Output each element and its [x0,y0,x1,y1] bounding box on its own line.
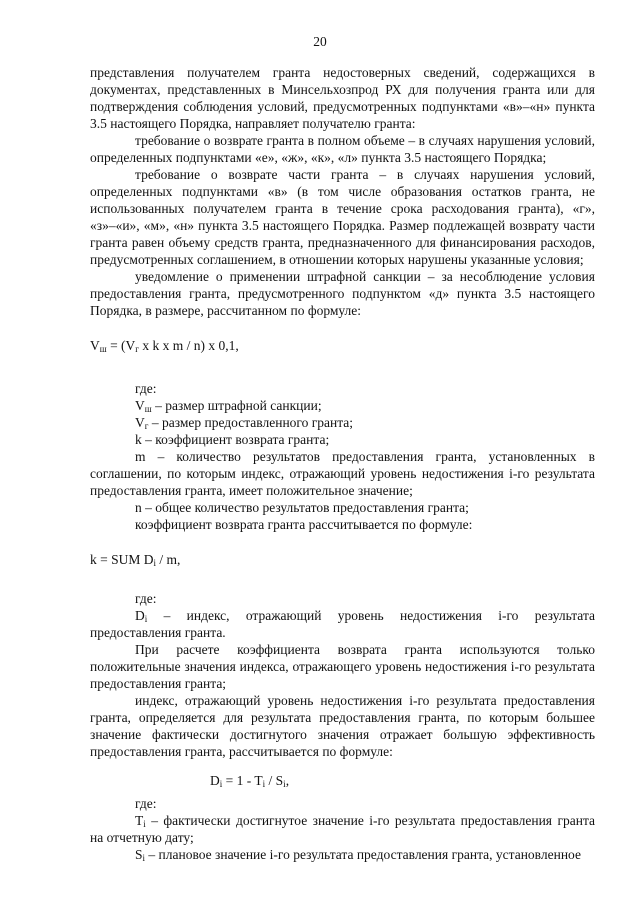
formula-coefficient [90,551,595,568]
formula-subscript: ш [144,404,152,414]
definition-vsh [90,397,595,414]
definition-vg [90,414,595,431]
document-body [90,64,595,863]
formula-subscript: г [135,344,139,354]
formula-subscript: i [219,779,223,789]
formula-subscript: i [262,779,266,789]
formula-subscript: i [283,779,286,789]
formula-part: = (V [106,338,136,353]
formula-index [90,772,595,789]
paragraph: При расчете коэффициента возврата гранта используются только положительные значения индекса, отражающего уровень недостижения i-го результата предоставления гранта; [90,642,595,691]
definition-text: – размер штрафной санкции; [151,398,322,413]
formula-subscript: г [144,421,149,431]
page-number: 20 [313,34,327,49]
formula-subscript: i [143,819,146,829]
definition-si [90,846,595,863]
formula-part: / S [265,773,284,788]
definition-text: – плановое значение i-го результата предоставления гранта, установленное [145,847,581,862]
formula-subscript: i [153,558,157,568]
formula-symbol: V [135,415,145,430]
definition-text: – индекс, отражающий уровень недостижения i-го результата предоставления гранта. [90,608,595,640]
formula-part: / m, [156,552,181,567]
formula-subscript: i [144,614,148,624]
formula-symbol: V [135,398,145,413]
formula-symbol: D [210,773,220,788]
paragraph: уведомление о применении штрафной санкции – за несоблюдение условия предоставления гранта, предусмотренного подпунктом «д» пункта 3.5 настоящего Порядка, в размере, рассчитанном по формуле: [90,269,595,318]
formula-symbol: D [135,608,145,623]
where-label: где: [135,381,157,396]
definition-di [90,607,595,641]
paragraph: представления получателем гранта недостоверных сведений, содержащихся в документах, представленных в Минсельхозпрод РХ для получения гранта или для подтверждения соблюдения условий, предусмотренных подпунктами «в»–«н» пункта 3.5 настоящего Порядка, направляет получателю гранта: [90,65,595,131]
formula-subscript: ш [99,344,107,354]
definition-n: n – общее количество результатов предоставления гранта; [135,500,469,515]
formula-penalty [90,337,595,354]
formula-part: x k x m / n) x 0,1, [139,338,239,353]
formula-part: = 1 - T [222,773,263,788]
paragraph: индекс, отражающий уровень недостижения i-го результата предоставления гранта, определяется для результата предоставления гранта, по которым большее значение фактически достигнутого значения отражает большую эффективность предоставления гранта, рассчитывается по формуле: [90,693,595,759]
where-label: где: [135,591,157,606]
definition-text: – фактически достигнутое значение i-го результата предоставления гранта на отчетную дату; [90,813,595,845]
formula-symbol: T [135,813,144,828]
paragraph: коэффициент возврата гранта рассчитывается по формуле: [135,517,473,532]
formula-part: , [285,773,290,788]
definition-text: – размер предоставленного гранта; [148,415,354,430]
definition-m: m – количество результатов предоставления гранта, установленных в соглашении, по которым индекс, отражающий уровень недостижения i-го результата предоставления гранта, имеет положительное значение; [90,449,595,498]
definition-ti [90,812,595,846]
definition-k: k – коэффициент возврата гранта; [135,432,330,447]
paragraph: требование о возврате гранта в полном объеме – в случаях нарушения условий, определенных подпунктами «е», «ж», «к», «л» пункта 3.5 настоящего Порядка; [90,133,595,165]
formula-symbol: S [135,847,143,862]
where-label: где: [135,796,157,811]
paragraph: требование о возврате части гранта – в случаях нарушения условий, определенных подпунктами «в» (в том числе образования остатков гранта, не использованных получателем гранта в течение срока расходования гранта), «г», «з»–«и», «м», «н» пункта 3.5 настоящего Порядка. Размер подлежащей возврату части гранта равен объему средств гранта, предназначенного для финансирования расходов, предусмотренных соглашением, в отношении которых нарушены указанные условия; [90,167,595,267]
formula-subscript: i [142,853,146,863]
formula-part: k = SUM D [90,552,154,567]
formula-symbol: V [90,338,100,353]
